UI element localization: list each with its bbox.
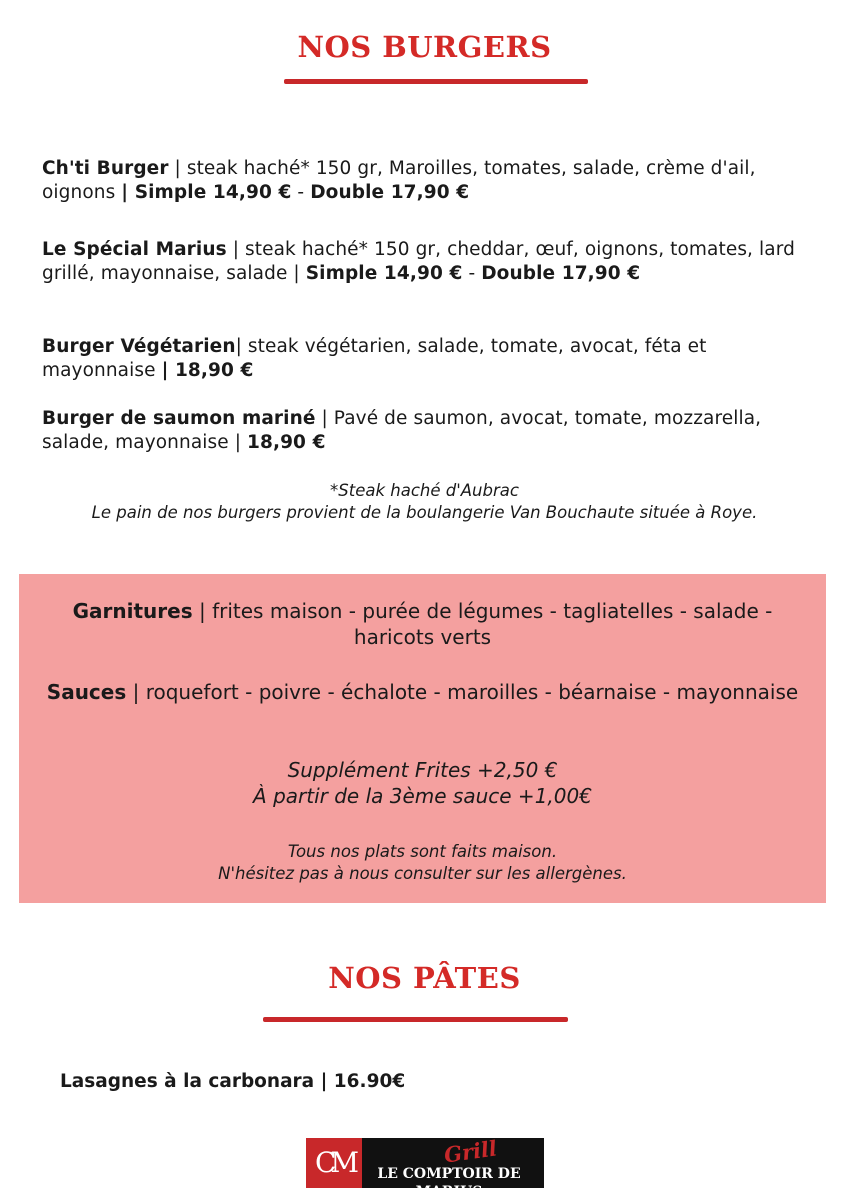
- menu-item-lasagnes: [60, 1070, 405, 1094]
- item-description: | steak haché* 150 gr, cheddar, œuf, oignons, tomates, lard grillé, mayonnaise, salade |: [42, 239, 795, 284]
- item-name: Lasagnes à la carbonara: [60, 1071, 315, 1092]
- item-price: | 16.90€: [314, 1071, 406, 1092]
- bread-note: Le pain de nos burgers provient de la boulangerie Van Bouchaute située à Roye.: [91, 503, 758, 522]
- price-separator: -: [462, 263, 482, 284]
- item-description: | steak végétarien, salade, tomate, avocat, féta et mayonnaise: [42, 336, 707, 381]
- logo-name: LE COMPTOIR DE MARIUS: [377, 1166, 521, 1200]
- steak-note: *Steak haché d'Aubrac: [330, 481, 519, 500]
- item-price: 18,90 €: [247, 432, 326, 453]
- item-price-simple: Simple 14,90 €: [305, 263, 463, 284]
- sauces-line: [39, 679, 806, 705]
- menu-item-burger-saumon: [42, 407, 822, 455]
- pates-title: NOS PÂTES: [328, 961, 521, 995]
- allergens-note: N'hésitez pas à nous consulter sur les allergènes.: [218, 864, 627, 883]
- price-separator: -: [291, 182, 311, 203]
- logo-monogram-block: [306, 1138, 362, 1188]
- item-price-simple: | Simple 14,90 €: [121, 182, 292, 203]
- burgers-title-underline: [284, 79, 588, 84]
- homemade-note: Tous nos plats sont faits maison.: [287, 842, 558, 861]
- item-name: Ch'ti Burger: [42, 158, 169, 179]
- item-price: | 18,90 €: [161, 360, 254, 381]
- menu-item-chti-burger: [42, 157, 822, 205]
- logo-grill-script: Grill: [442, 1135, 499, 1168]
- item-description: | Pavé de saumon, avocat, tomate, mozzarella, salade, mayonnaise |: [42, 408, 762, 453]
- extras-box: [19, 574, 826, 903]
- menu-item-special-marius: [42, 238, 822, 286]
- sauces-label: Sauces: [46, 680, 127, 704]
- burgers-title: NOS BURGERS: [297, 30, 552, 64]
- item-price-double: Double 17,90 €: [310, 182, 470, 203]
- menu-item-burger-vegetarien: [42, 335, 822, 383]
- item-description: | steak haché* 150 gr, Maroilles, tomates, salade, crème d'ail, oignons: [42, 158, 756, 203]
- supplement-sauce: À partir de la 3ème sauce +1,00€: [253, 784, 592, 808]
- garnitures-line: [39, 598, 806, 650]
- item-price-double: Double 17,90 €: [481, 263, 641, 284]
- item-name: Burger de saumon mariné: [42, 408, 316, 429]
- item-name: Le Spécial Marius: [42, 239, 227, 260]
- garnitures-text: | frites maison - purée de légumes - tagliatelles - salade - haricots verts: [192, 599, 773, 649]
- supplement-frites: Supplément Frites +2,50 €: [287, 758, 558, 782]
- garnitures-label: Garnitures: [72, 599, 193, 623]
- item-name: Burger Végétarien: [42, 336, 236, 357]
- pates-title-underline: [263, 1017, 568, 1022]
- sauces-text: | roquefort - poivre - échalote - maroilles - béarnaise - mayonnaise: [126, 680, 799, 704]
- logo-monogram: CM: [314, 1146, 354, 1179]
- restaurant-logo: [306, 1135, 544, 1200]
